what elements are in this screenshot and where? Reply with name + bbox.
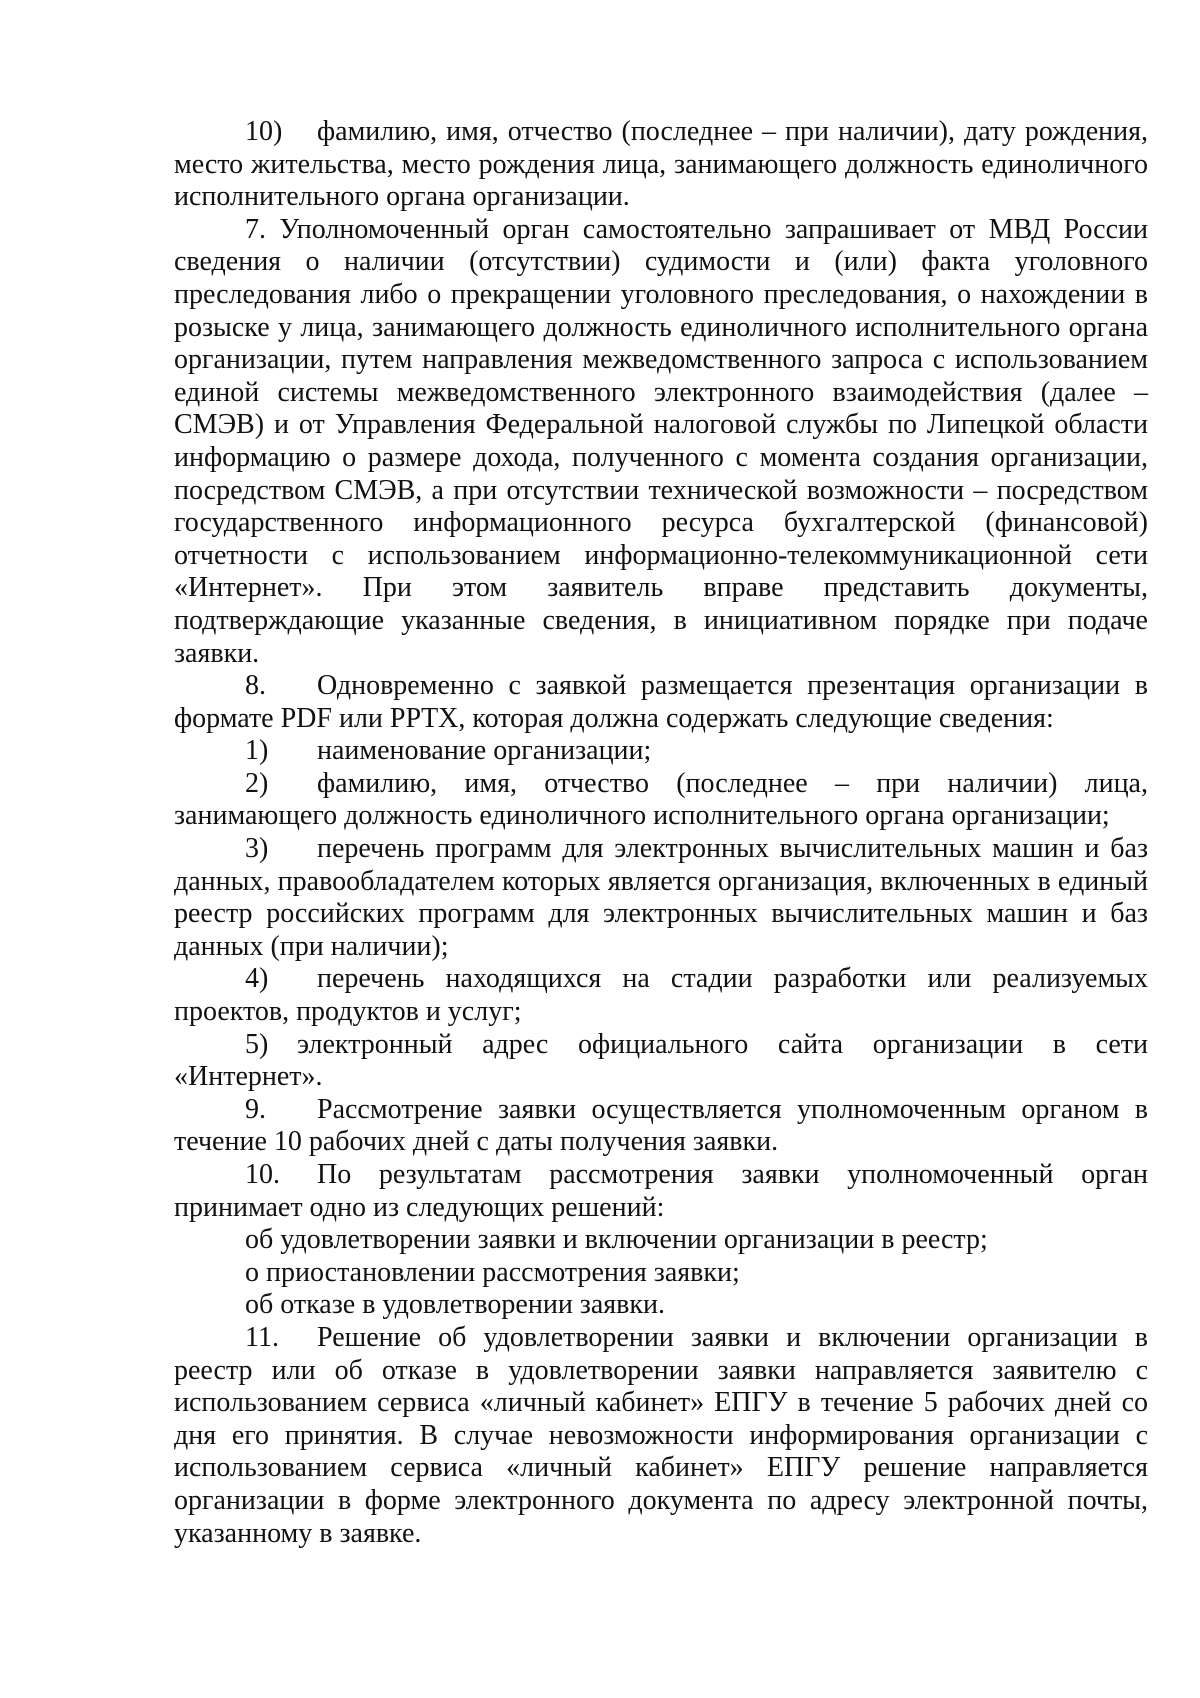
paragraph-text: перечень находящихся на стадии разработки или реализуемых проектов, продуктов и услуг; — [174, 963, 1148, 1028]
paragraph-text: наименование организации; — [317, 735, 652, 767]
paragraph-item-2 — [174, 768, 1148, 833]
paragraph-item-10 — [174, 116, 1148, 214]
paragraph-text: об удовлетворении заявки и включении организации в реестр; — [245, 1224, 988, 1256]
paragraph-item-1 — [174, 735, 1148, 768]
paragraph-section-7 — [174, 214, 1148, 670]
item-number: 9. — [245, 1093, 266, 1125]
paragraph-text: перечень программ для электронных вычислительных машин и баз данных, правообладателем которых является организация, включенных в единый реестр российских программ для электронных вычислительных машин и баз данных (при наличии); — [174, 833, 1148, 962]
paragraph-text: Решение об удовлетворении заявки и включении организации в реестр или об отказе в удовлетворении заявки направляется заявителю с использованием сервиса «личный кабинет» ЕПГУ в течение 5 рабочих дней со дня его принятия. В случае невозможности информирования организации с использованием сервиса «личный кабинет» ЕПГУ решение направляется организации в форме электронного документа по адресу электронной почты, указанному в заявке. — [174, 1321, 1148, 1549]
paragraph-section-8 — [174, 670, 1148, 735]
paragraph-text: Одновременно с заявкой размещается презентация организации в формате PDF или PPTX, которая должна содержать следующие сведения: — [174, 670, 1148, 734]
item-number: 10) — [245, 116, 283, 147]
decision-option-suspend — [174, 1257, 1148, 1290]
item-number: 5) — [245, 1028, 269, 1060]
paragraph-item-4 — [174, 963, 1148, 1028]
decision-option-approve — [174, 1224, 1148, 1257]
paragraph-text: 7. Уполномоченный орган самостоятельно запрашивает от МВД России сведения о наличии (отсутствии) судимости и (или) факта уголовного преследования либо о прекращении уголовного преследования, о нахождении в розыске у лица, занимающего должность единоличного исполнительного органа организации, путем направления межведомственного запроса с использованием единой системы межведомственного электронного взаимодействия (далее – СМЭВ) и от Управления Федеральной налоговой службы по Липецкой области информацию о размере дохода, полученного с момента создания организации, посредством СМЭВ, а при отсутствии технической возможности – посредством государственного информационного ресурса бухгалтерской (финансовой) отчетности с использованием информационно-телекоммуникационной сети «Интернет». При этом заявитель вправе представить документы, подтверждающие указанные сведения, в инициативном порядке при подаче заявки. — [174, 213, 1148, 669]
paragraph-text: о приостановлении рассмотрения заявки; — [245, 1256, 740, 1288]
paragraph-item-3 — [174, 833, 1148, 963]
item-number: 11. — [245, 1321, 279, 1353]
paragraph-item-5 — [174, 1029, 1148, 1094]
paragraph-text: фамилию, имя, отчество (последнее – при наличии) лица, занимающего должность единоличного исполнительного органа организации; — [174, 767, 1148, 832]
item-number: 1) — [245, 735, 269, 767]
item-number: 8. — [245, 670, 266, 702]
paragraph-section-9 — [174, 1094, 1148, 1159]
decision-option-reject — [174, 1289, 1148, 1322]
item-number: 10. — [245, 1159, 280, 1190]
item-number: 4) — [245, 963, 269, 995]
paragraph-text: об отказе в удовлетворении заявки. — [245, 1289, 665, 1321]
paragraph-text: электронный адрес официального сайта организации в сети «Интернет». — [174, 1028, 1148, 1093]
paragraph-section-10 — [174, 1159, 1148, 1224]
document-page — [174, 116, 1148, 1550]
item-number: 2) — [245, 767, 269, 799]
paragraph-text: Рассмотрение заявки осуществляется уполномоченным органом в течение 10 рабочих дней с даты получения заявки. — [174, 1093, 1148, 1158]
paragraph-text: фамилию, имя, отчество (последнее – при наличии), дату рождения, место жительства, место рождения лица, занимающего должность единоличного исполнительного органа организации. — [174, 116, 1148, 213]
paragraph-text: По результатам рассмотрения заявки уполномоченный орган принимает одно из следующих решений: — [174, 1159, 1148, 1223]
item-number: 3) — [245, 833, 269, 865]
paragraph-section-11 — [174, 1322, 1148, 1550]
